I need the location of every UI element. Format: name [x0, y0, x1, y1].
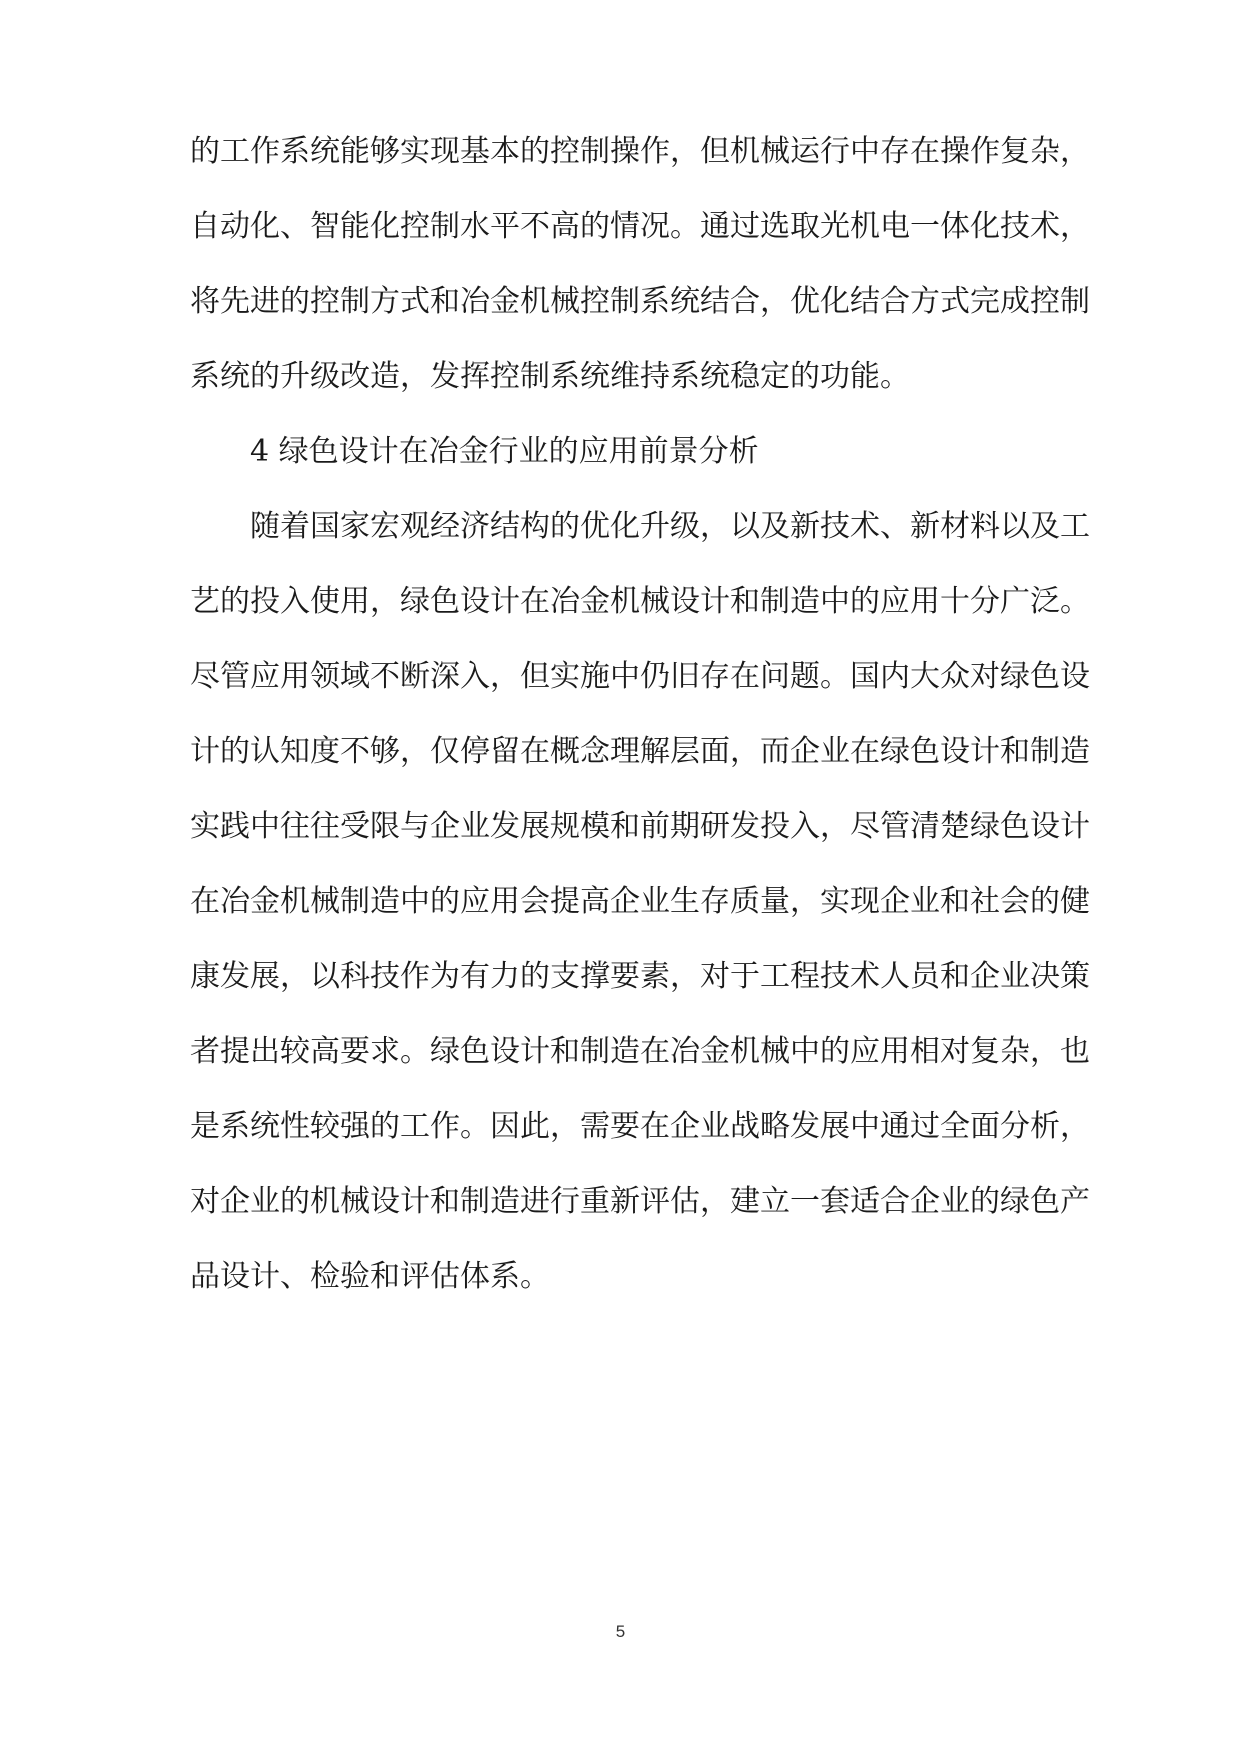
paragraph-line: 系统的升级改造，发挥控制系统维持系统稳定的功能。	[190, 359, 910, 394]
paragraph-line: 自动化、智能化控制水平不高的情况。通过选取光机电一体化技术，	[190, 209, 1090, 244]
paragraph-line: 艺的投入使用，绿色设计在冶金机械设计和制造中的应用十分广泛。	[190, 584, 1090, 619]
paragraph-line: 品设计、检验和评估体系。	[190, 1259, 550, 1294]
paragraph-line: 计的认知度不够，仅停留在概念理解层面，而企业在绿色设计和制造	[190, 734, 1090, 769]
paragraph-line: 的工作系统能够实现基本的控制操作，但机械运行中存在操作复杂，	[190, 134, 1090, 169]
paragraph-line: 康发展，以科技作为有力的支撑要素，对于工程技术人员和企业决策	[190, 959, 1090, 994]
section-heading: 4 绿色设计在冶金行业的应用前景分析	[250, 434, 759, 469]
paragraph-line: 随着国家宏观经济结构的优化升级，以及新技术、新材料以及工	[250, 509, 1090, 544]
paragraph-line: 者提出较高要求。绿色设计和制造在冶金机械中的应用相对复杂，也	[190, 1034, 1090, 1069]
paragraph-line: 对企业的机械设计和制造进行重新评估，建立一套适合企业的绿色产	[190, 1184, 1090, 1219]
paragraph-line: 在冶金机械制造中的应用会提高企业生存质量，实现企业和社会的健	[190, 884, 1090, 919]
paragraph-line: 尽管应用领域不断深入，但实施中仍旧存在问题。国内大众对绿色设	[190, 659, 1090, 694]
paragraph-line: 将先进的控制方式和冶金机械控制系统结合，优化结合方式完成控制	[190, 284, 1090, 319]
paragraph-line: 是系统性较强的工作。因此，需要在企业战略发展中通过全面分析，	[190, 1109, 1090, 1144]
page-number: 5	[615, 1622, 626, 1641]
paragraph-line: 实践中往往受限与企业发展规模和前期研发投入，尽管清楚绿色设计	[190, 809, 1090, 844]
